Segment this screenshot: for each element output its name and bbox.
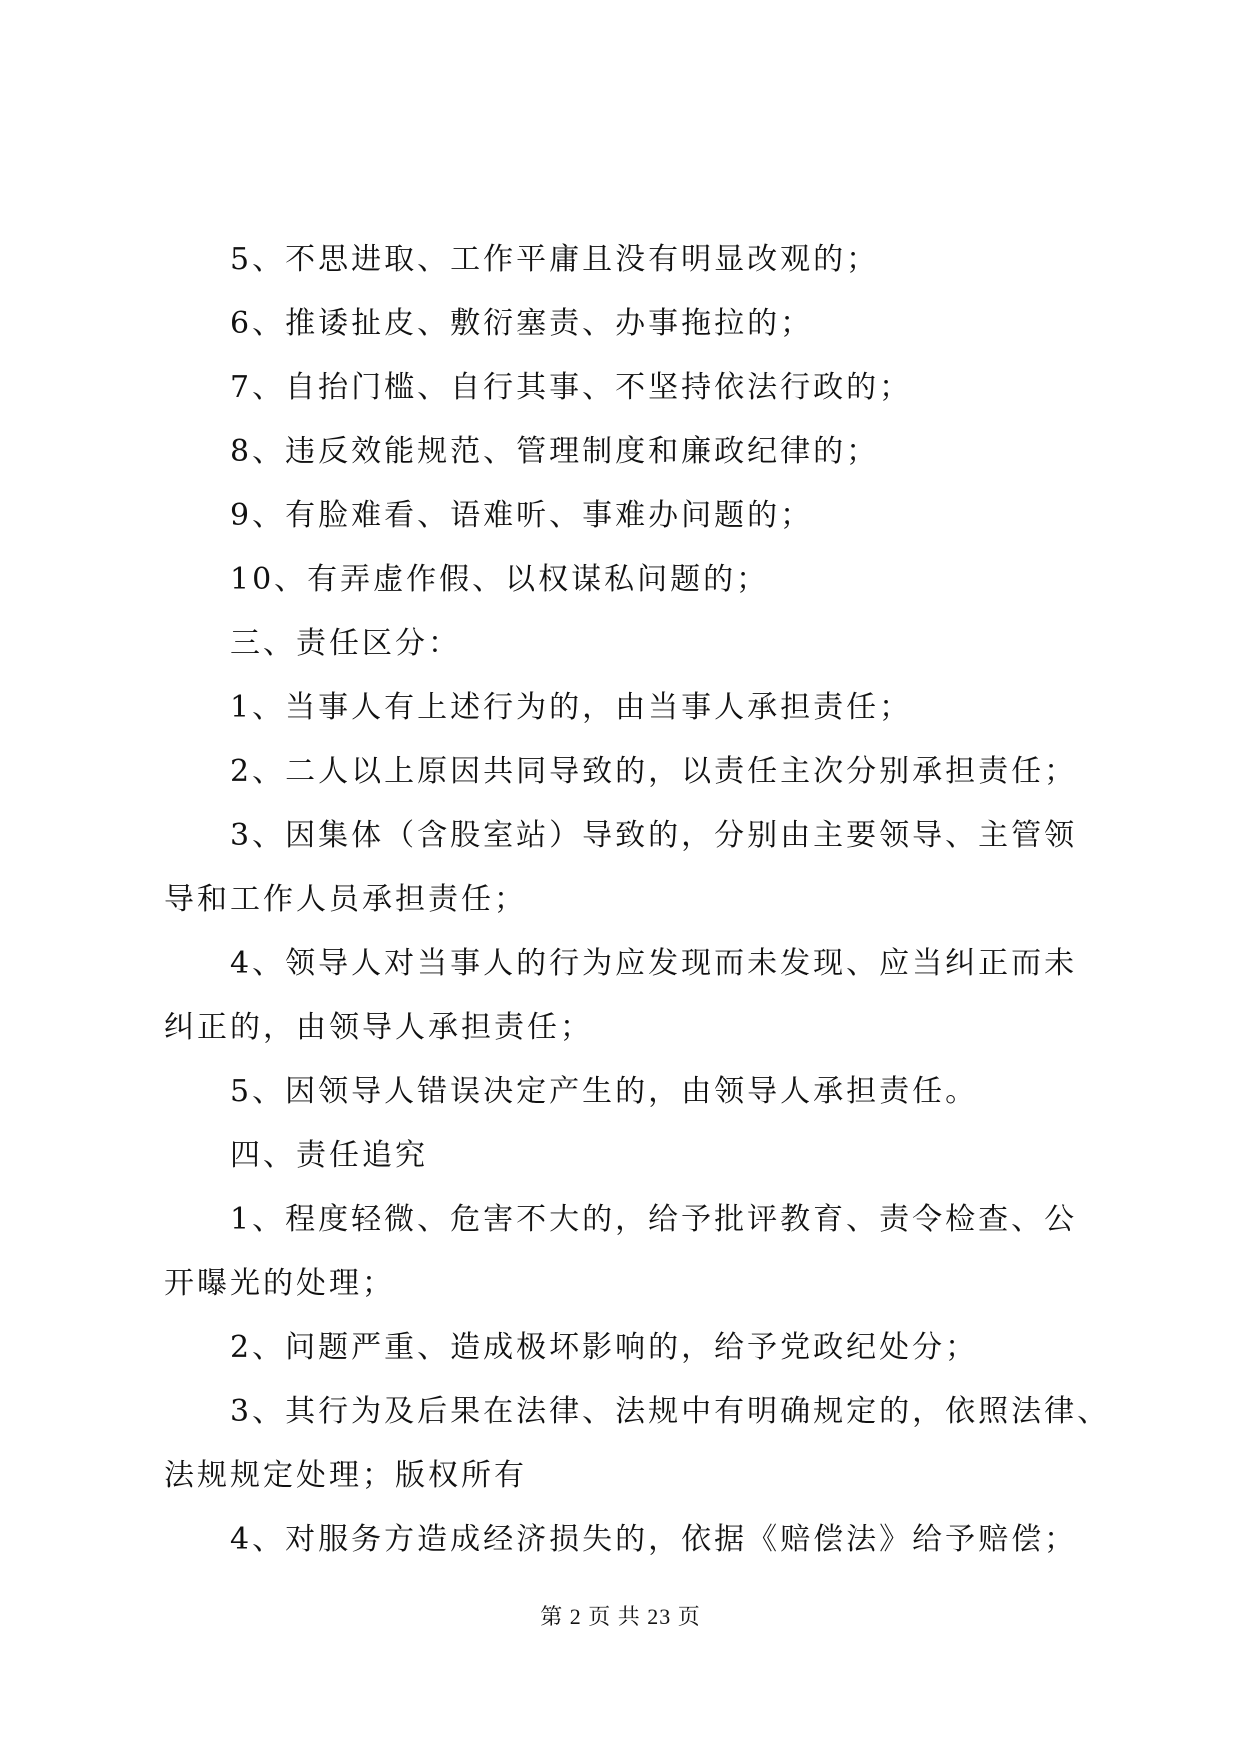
list-item: 10、有弄虚作假、以权谋私问题的； [230,562,770,597]
list-item-continuation: 导和工作人员承担责任； [164,882,527,917]
list-item: 9、有脸难看、语难听、事难办问题的； [230,498,814,533]
list-item: 4、对服务方造成经济损失的，依据《赔偿法》给予赔偿； [230,1522,1078,1557]
list-item: 4、领导人对当事人的行为应发现而未发现、应当纠正而未 [230,946,1078,981]
list-item: 3、因集体（含股室站）导致的，分别由主要领导、主管领 [230,818,1078,853]
list-item-continuation: 法规规定处理；版权所有 [164,1458,527,1493]
list-item: 3、其行为及后果在法律、法规中有明确规定的，依照法律、 [230,1394,1111,1429]
list-item: 1、当事人有上述行为的，由当事人承担责任； [230,690,913,725]
list-item: 2、二人以上原因共同导致的，以责任主次分别承担责任； [230,754,1078,789]
list-item: 6、推诿扯皮、敷衍塞责、办事拖拉的； [230,306,814,341]
list-item: 2、问题严重、造成极坏影响的，给予党政纪处分； [230,1330,979,1365]
section-heading: 三、责任区分： [230,626,461,661]
document-body [164,228,1111,1572]
list-item-continuation: 开曝光的处理； [164,1266,395,1301]
list-item: 5、不思进取、工作平庸且没有明显改观的； [230,242,880,277]
list-item: 5、因领导人错误决定产生的，由领导人承担责任。 [230,1074,979,1109]
list-item-continuation: 纠正的，由领导人承担责任； [164,1010,593,1045]
list-item: 8、违反效能规范、管理制度和廉政纪律的； [230,434,880,469]
list-item: 1、程度轻微、危害不大的，给予批评教育、责令检查、公 [230,1202,1078,1237]
list-item: 7、自抬门槛、自行其事、不坚持依法行政的； [230,370,913,405]
section-heading: 四、责任追究 [230,1138,428,1173]
page-number-footer: 第 2 页 共 23 页 [540,1604,701,1629]
